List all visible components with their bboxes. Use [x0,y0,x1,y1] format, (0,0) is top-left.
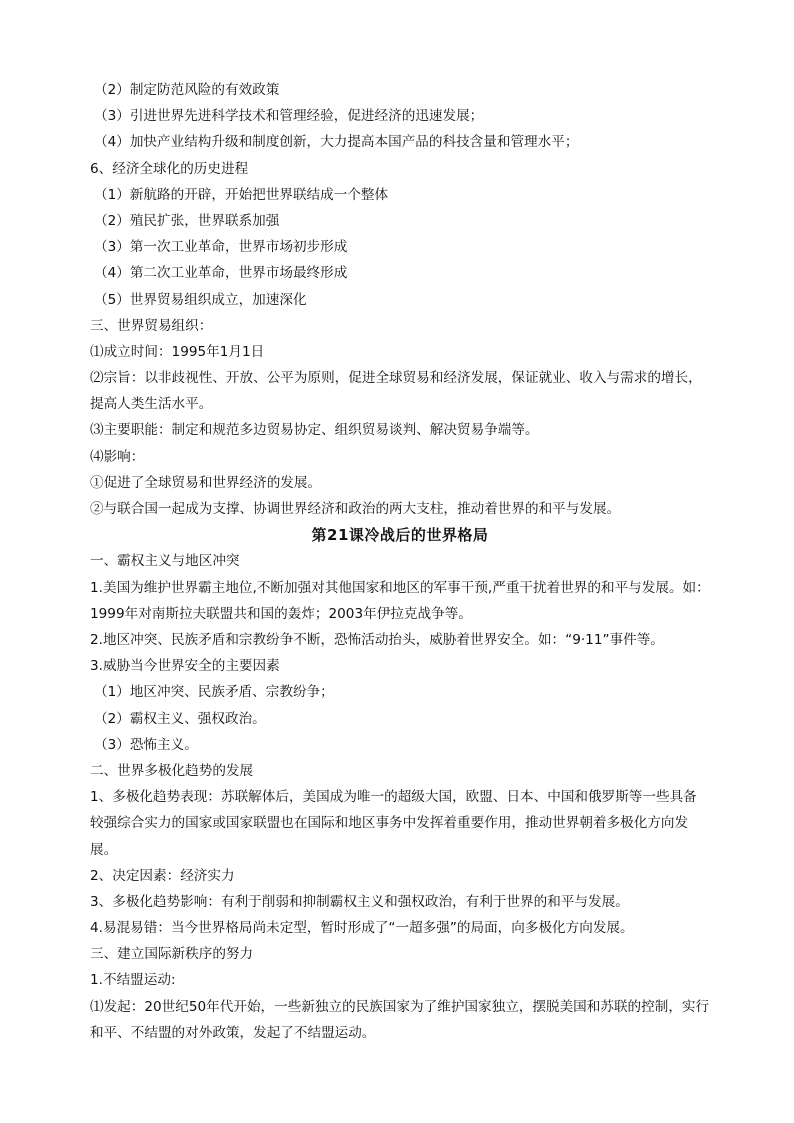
text-line: 1.不结盟运动: [90,972,176,989]
text-line: （1）新航路的开辟，开始把世界联结成一个整体 [94,186,389,203]
text-line: ⑷影响： [90,448,145,465]
text-line: 2、决定因素：经济实力 [90,867,235,884]
section-heading: 三、建立国际新秩序的努力 [90,946,254,963]
text-line: 2.地区冲突、民族矛盾和宗教纷争不断，恐怖活动抬头，威胁着世界安全。如：“9·11”事件等。 [90,632,664,648]
text-line: 4.易混易错：当今世界格局尚未定型，暂时形成了“一超多强”的局面，向多极化方向发展。 [90,920,634,937]
text-line: （2）殖民扩张，世界联系加强 [94,212,280,229]
lesson-title: 第21课冷战后的世界格局 [311,526,489,545]
text-line: （3）引进世界先进科学技术和管理经验，促进经济的迅速发展； [94,108,484,125]
text-line: ①促进了全球贸易和世界经济的发展。 [90,474,322,491]
text-line: ②与联合国一起成为支撑、协调世界经济和政治的两大支柱，推动着世界的和平与发展。 [90,501,621,518]
text-line: 6、经济全球化的历史进程 [90,160,249,177]
text-paragraph: ⑴发起：20世纪50年代开始，一些新独立的民族国家为了维护国家独立，摆脱美国和苏联的控制，实行和平、不结盟的对外政策，发起了不结盟运动。 [90,998,710,1041]
text-line: （2）霸权主义、强权政治。 [94,710,266,727]
section-heading: 一、霸权主义与地区冲突 [90,553,240,570]
text-line: （4）加快产业结构升级和制度创新，大力提高本国产品的科技含量和管理水平； [94,134,579,151]
text-line: 3.威胁当今世界安全的主要因素 [90,658,280,675]
text-line: （4）第二次工业革命，世界市场最终形成 [94,265,348,282]
text-paragraph: 1.美国为维护世界霸主地位,不断加强对其他国家和地区的军事干预,严重干扰着世界的和平与发展。如：1999年对南斯拉夫联盟共和国的轰炸；2003年伊拉克战争等。 [90,579,710,622]
section-heading: 三、世界贸易组织： [90,317,213,334]
text-line: （2）制定防范风险的有效政策 [94,82,280,98]
text-line: （3）第一次工业革命，世界市场初步形成 [94,239,348,256]
text-paragraph: 1、多极化趋势表现：苏联解体后，美国成为唯一的超级大国，欧盟、日本、中国和俄罗斯等一些具备较强综合实力的国家或国家联盟也在国际和地区事务中发挥着重要作用，推动世界朝着多极化方向发展。 [90,789,697,858]
text-line: 3、多极化趋势影响：有利于削弱和抑制霸权主义和强权政治，有利于世界的和平与发展。 [90,893,629,910]
text-line: （5）世界贸易组织成立，加速深化 [94,291,307,308]
text-line: ⑴成立时间：1995年1月1日 [90,343,265,360]
text-paragraph: ⑵宗旨：以非歧视性、开放、公平为原则，促进全球贸易和经济发展，保证就业、收入与需求的增长，提高人类生活水平。 [90,370,702,413]
section-heading: 二、世界多极化趋势的发展 [90,762,254,779]
document-page [90,77,710,1046]
text-line: （1）地区冲突、民族矛盾、宗教纷争； [94,684,334,701]
text-line: ⑶主要职能：制定和规范多边贸易协定、组织贸易谈判、解决贸易争端等。 [90,422,539,439]
text-line: （3）恐怖主义。 [94,736,198,753]
